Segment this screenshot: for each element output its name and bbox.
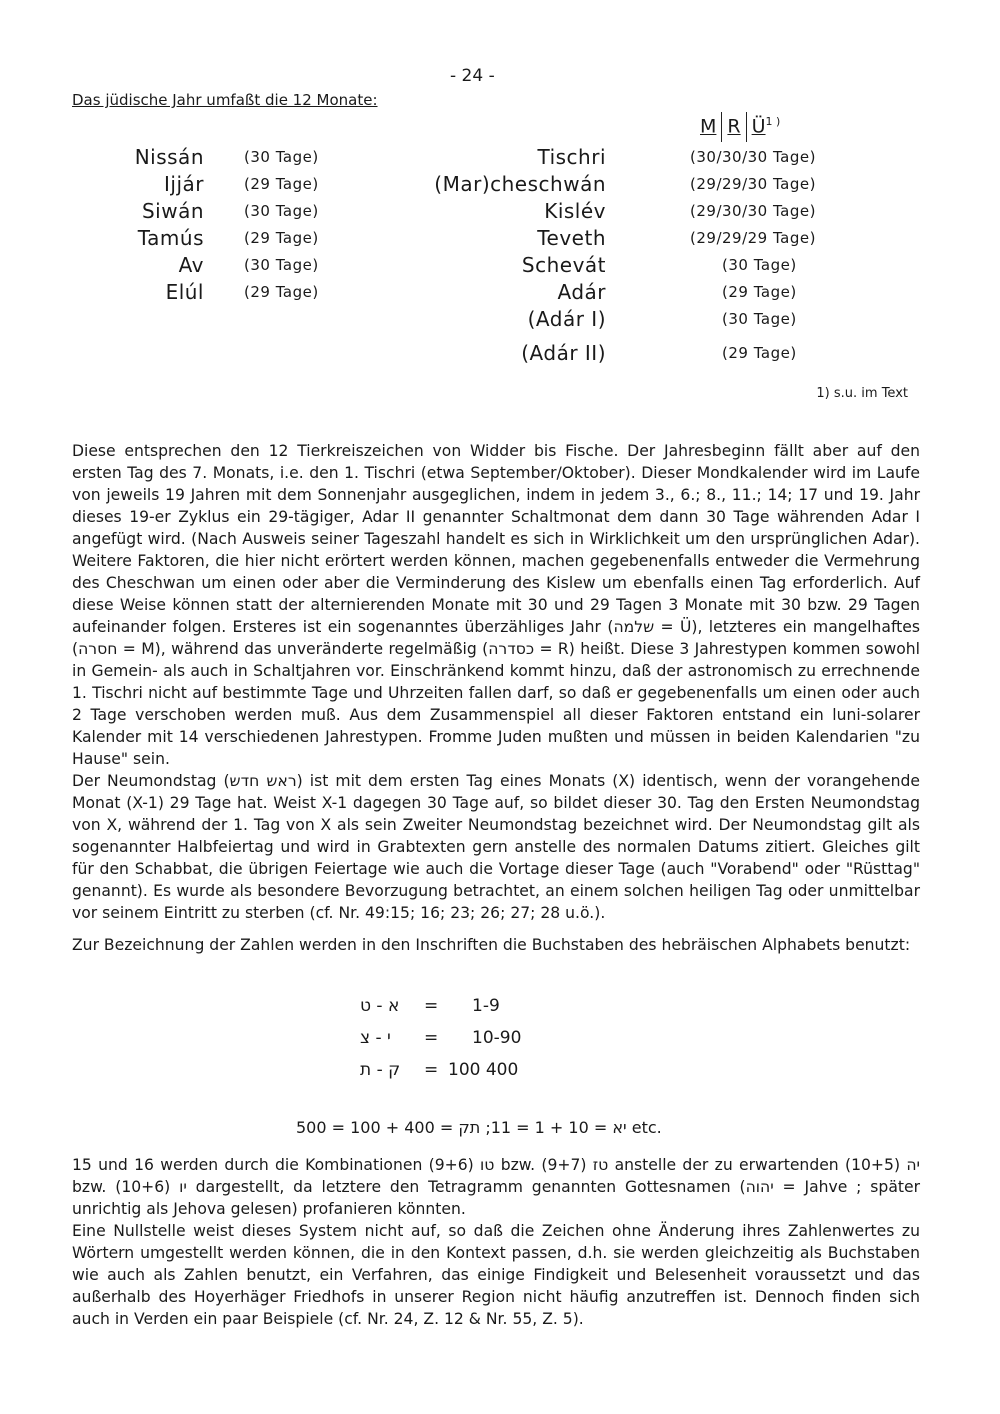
- paragraph-text: Der Neumondstag (ראש חדש) ist mit dem ersten Tag eines Monats (X) identisch, wenn der vorangehende Monat (X-1) 29 Tage hat. Weist X-1 dagegen 30 Tage auf, so bildet dieser 30. Tag den Ersten Neumondstag von X, während der 1. Tag von X als sein Zweiter Neumondstag bezeichnet wird. Der Neumondstag gilt als sogenannter Halbfeiertag und wird in Grabtexten gern anstelle des normalen Datums zitiert. Gleiches gilt für den Schabbat, die übrigen Feiertage wie auch die Vortage dieser Tage (auch "Vorabend" oder "Rüsttag" genannt). Es wurde als besondere Bevorzugung betrachtet, an einem solchen heiligen Tag oder unmittelbar vor seinem Eintritt zu sterben (cf. Nr. 49:15; 16; 23; 26; 27; 28 u.ö.).: [72, 772, 921, 922]
- number-row: [360, 1028, 521, 1060]
- month-right-name: Tischri: [537, 145, 606, 169]
- number-value: 100 400: [448, 1060, 519, 1080]
- intro-heading: Das jüdische Jahr umfaßt die 12 Monate:: [72, 91, 378, 109]
- month-right-name: (Adár II): [521, 341, 606, 365]
- month-right-name: Teveth: [537, 226, 606, 250]
- month-left-name: Ijjár: [164, 172, 204, 196]
- month-left-name: Tamús: [137, 226, 204, 250]
- letter-range: י - צ: [360, 1028, 391, 1048]
- header-m: M: [700, 115, 717, 138]
- year-type-header: [700, 112, 780, 142]
- month-left-name: Av: [178, 253, 204, 277]
- header-footnote-mark: 1 ): [765, 115, 781, 129]
- month-right-days: (29/30/30 Tage): [690, 202, 816, 220]
- paragraph-text: Eine Nullstelle weist dieses System nicht auf, so daß die Zeichen ohne Änderung ihres Zahlenwertes zu Wörtern umgestellt werden können, die in den Kontext passen, d.h. sie werden gleichzeitig als Buchstaben wie auch als Zahlen benutzt, ein Verfahren, das einige Findigkeit und Belesenheit voraussetzt und das außerhalb des Hoyerhäger Friedhofs in unserer Region nicht häufig anzutreffen ist. Dennoch finden sich auch in Verden ein paar Beispiele (cf. Nr. 24, Z. 12 & Nr. 55, Z. 5).: [72, 1222, 920, 1328]
- month-right-days: (29 Tage): [722, 283, 797, 301]
- paragraph-combinations: [72, 1154, 920, 1330]
- month-right-days: (30 Tage): [722, 310, 797, 328]
- header-u: Ü: [751, 115, 766, 138]
- month-right-name: Kislév: [544, 199, 606, 223]
- paragraph-calendar: [72, 440, 920, 924]
- month-left-days: (30 Tage): [244, 148, 319, 166]
- month-left-days: (30 Tage): [244, 202, 319, 220]
- month-left-name: Nissán: [134, 145, 204, 169]
- letter-range: א - ט: [360, 996, 400, 1016]
- paragraph-text: Diese entsprechen den 12 Tierkreiszeichen von Widder bis Fische. Der Jahresbeginn fällt aber auf den ersten Tag des 7. Monats, i.e. den 1. Tischri (etwa September/Oktober). Dieser Mondkalender wird im Laufe von jeweils 19 Jahren mit dem Sonnenjahr ausgeglichen, indem in jedem 3., 6.; 8., 11.; 14; 17 und 19. Jahr dieses 19-er Zyklus ein 29-tägiger, Adar II genannter Schaltmonat dem dann 30 Tage währenden Adar I angefügt wird. (Nach Ausweis seiner Tageszahl handelt es sich in Wirklichkeit um den ursprünglichen Adar). Weitere Faktoren, die hier nicht erörtert werden können, machen gegebenenfalls entweder die Vermehrung des Cheschwan um einen oder aber die Verminderung des Kislew um ebenfalls einen Tag erforderlich. Auf diese Weise können statt der alternierenden Monate mit 30 und 29 Tagen 3 Monate mit 30 bzw. 29 Tagen aufeinander folgen. Ersteres ist ein sogenanntes überzähliges Jahr (שלמה = Ü), letzteres ein mangelhaftes (חסרה = M), während das unveränderte regelmäßig (כסדרה = R) heißt. Diese 3 Jahrestypen kommen sowohl in Gemein- als auch in Schaltjahren vor. Einschränkend kommt hinzu, daß der astronomisch zu errechnende 1. Tischri nicht auf bestimmte Tage und Uhrzeiten fallen darf, so daß er gegebenenfalls um einen oder auch 2 Tage verschoben werden muß. Aus dem Zusammenspiel all dieser Faktoren entstand ein luni-solarer Kalender mit 14 verschiedenen Jahrestypen. Fromme Juden mußten und müssen in beiden Kalendarien "zu Hause" sein.: [72, 442, 920, 768]
- month-left-days: (29 Tage): [244, 283, 319, 301]
- equals: =: [424, 1060, 439, 1080]
- equals: =: [424, 996, 439, 1016]
- month-left-days: (29 Tage): [244, 229, 319, 247]
- number-row: [360, 996, 521, 1028]
- header-r: R: [727, 115, 741, 138]
- month-left-name: Elúl: [165, 280, 204, 304]
- paragraph-text: 15 und 16 werden durch die Kombinationen טו (9+6) bzw. טז (9+7) anstelle der zu erwartenden יה (10+5) bzw. יו (10+6) dargestellt, da letztere den Tetragramm genannten Gottesnamen (יהוה = Jahve ; später unrichtig als Jehova gelesen) profanieren könnten.: [72, 1156, 920, 1218]
- month-right-name: Adár: [557, 280, 606, 304]
- number-value: 10-90: [472, 1028, 522, 1048]
- month-right-name: Schevát: [521, 253, 606, 277]
- month-right-days: (29 Tage): [722, 344, 797, 362]
- month-right-days: (29/29/30 Tage): [690, 175, 816, 193]
- footnote: 1) s.u. im Text: [816, 386, 908, 401]
- month-left-name: Siwán: [141, 199, 204, 223]
- letter-range: ק - ת: [360, 1060, 401, 1080]
- number-table: [360, 996, 521, 1092]
- number-row: [360, 1060, 521, 1092]
- month-right-days: (29/29/29 Tage): [690, 229, 816, 247]
- equals: =: [424, 1028, 439, 1048]
- month-right-name: (Adár I): [527, 307, 606, 331]
- month-left-days: (29 Tage): [244, 175, 319, 193]
- number-value: 1-9: [472, 996, 500, 1016]
- number-example: יא = 10 + 1 = 11; תק = 400 + 100 = 500 etc.: [296, 1118, 662, 1137]
- month-left-days: (30 Tage): [244, 256, 319, 274]
- month-right-name: (Mar)cheschwán: [434, 172, 606, 196]
- month-right-days: (30/30/30 Tage): [690, 148, 816, 166]
- paragraph-numbers-intro: Zur Bezeichnung der Zahlen werden in den Inschriften die Buchstaben des hebräischen Alphabets benutzt:: [72, 936, 911, 954]
- month-right-days: (30 Tage): [722, 256, 797, 274]
- page-number: - 24 -: [450, 66, 495, 86]
